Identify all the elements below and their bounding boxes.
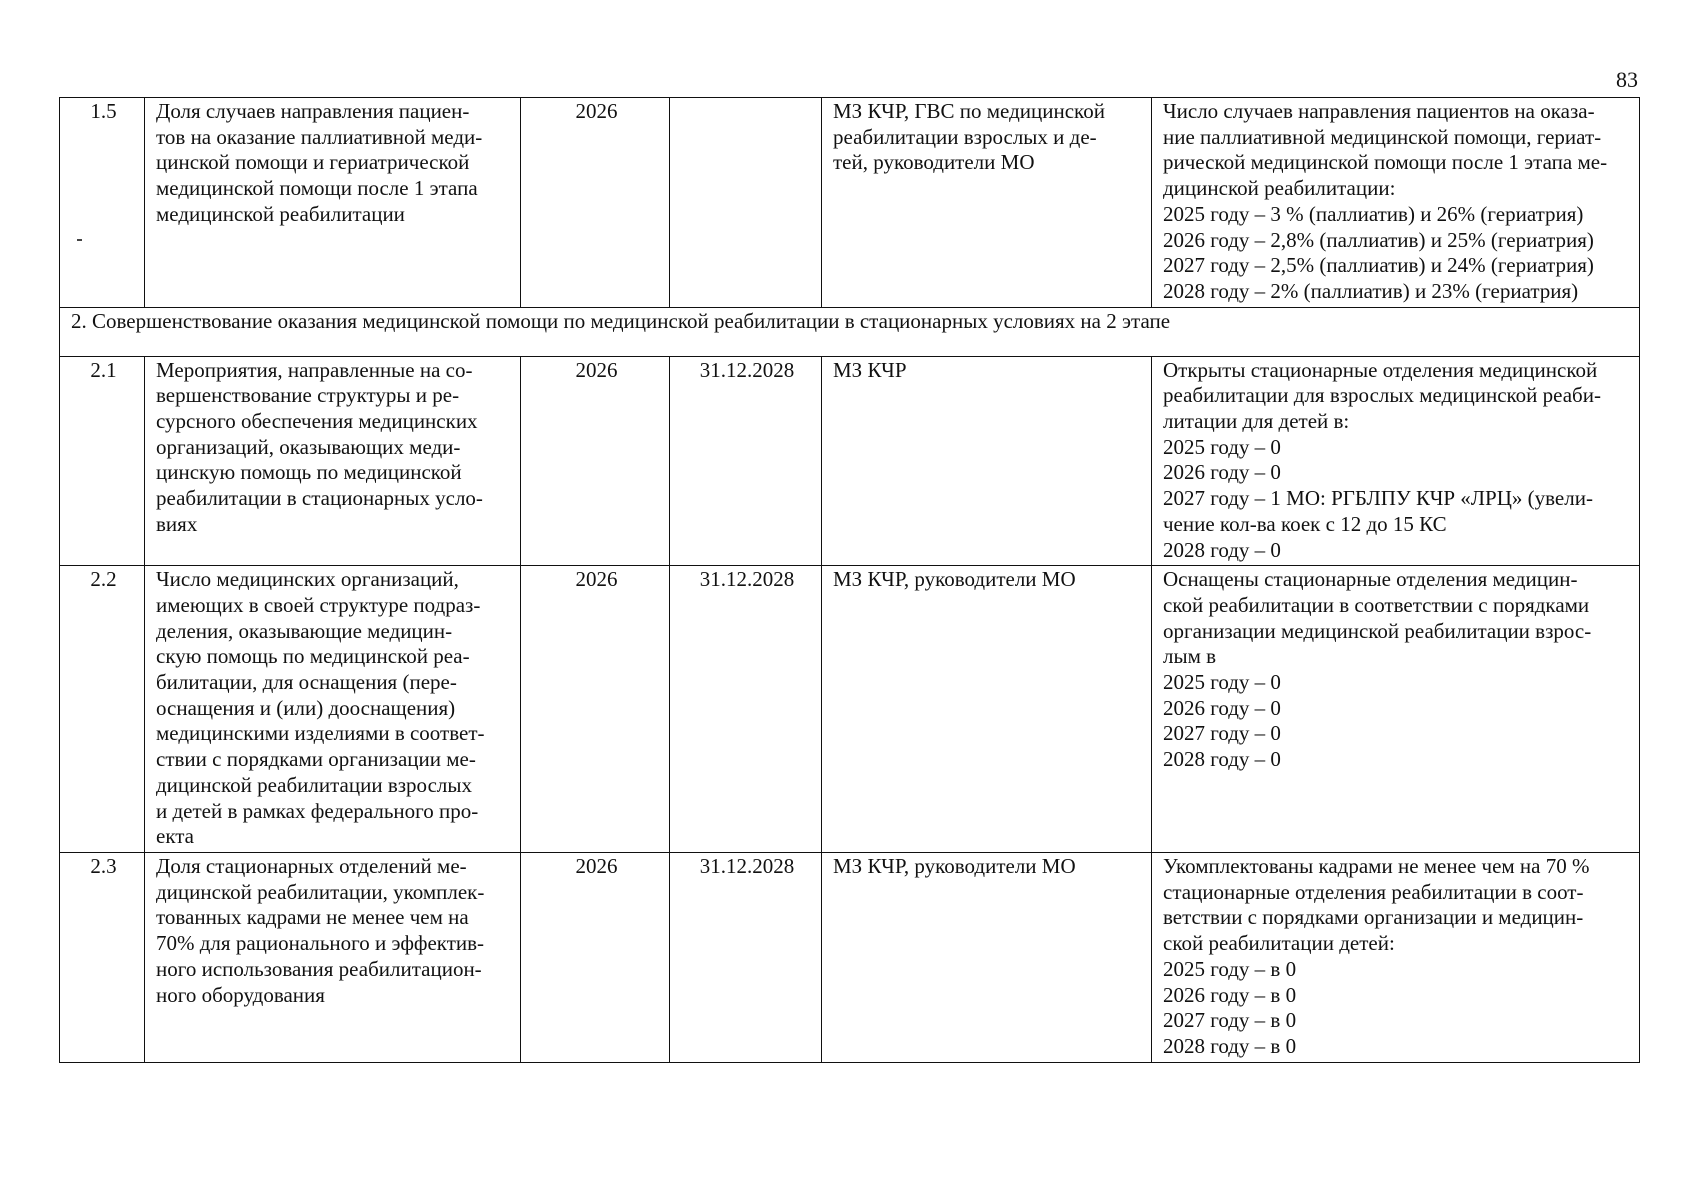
text-line: МЗ КЧР, ГВС по медицинской xyxy=(833,99,1105,123)
text-line: 2026 году – в 0 xyxy=(1163,982,1297,1007)
measure-description xyxy=(145,566,521,853)
text-line: Число медицинских организаций, xyxy=(156,567,459,592)
text-line: тей, руководители МО xyxy=(833,150,1035,175)
text-line: имеющих в своей структуре подраз- xyxy=(156,592,481,617)
page-number: 83 xyxy=(1616,67,1638,92)
text-line: Мероприятия, направленные на со- xyxy=(156,357,473,382)
text-line: медицинскими изделиями в соответ- xyxy=(156,721,485,746)
measure-description xyxy=(145,852,521,1062)
text-line: ской реабилитации детей: xyxy=(1163,931,1395,956)
text-line: Доля стационарных отделений ме- xyxy=(156,853,467,878)
text-line: МЗ КЧР, руководители МО xyxy=(833,853,1076,878)
end-date xyxy=(670,98,822,308)
text-line: организаций, оказывающих меди- xyxy=(156,434,461,459)
text-line: ствии с порядками организации ме- xyxy=(156,747,476,772)
text-line: реабилитации для взрослых медицинской реаби- xyxy=(1163,383,1601,408)
text-line: 2028 году – 2% (паллиатив) и 23% (гериатрия) xyxy=(1163,278,1579,303)
text-line: лым в xyxy=(1163,644,1217,669)
text-line: реабилитации в стационарных усло- xyxy=(156,486,483,511)
plan-table xyxy=(59,97,1640,1063)
text-line: Укомплектованы кадрами не менее чем на 70 % xyxy=(1163,853,1590,878)
text-line: 2028 году – в 0 xyxy=(1163,1033,1297,1058)
text-line: дицинской реабилитации, укомплек- xyxy=(156,879,485,904)
table-row xyxy=(60,356,1640,566)
text-line: деления, оказывающие медицин- xyxy=(156,618,453,643)
text-line: 2027 году – 0 xyxy=(1163,721,1281,746)
table-row xyxy=(60,566,1640,853)
text-line: стационарные отделения реабилитации в соот- xyxy=(1163,879,1584,904)
text-line: 2027 году – 2,5% (паллиатив) и 24% (гериатрия) xyxy=(1163,253,1594,278)
text-line: реабилитации взрослых и де- xyxy=(833,124,1097,149)
text-line: дицинской реабилитации: xyxy=(1163,176,1396,201)
end-date: 31.12.2028 xyxy=(670,566,822,853)
row-number: 2.3 xyxy=(60,852,145,1062)
start-year: 2026 xyxy=(521,98,670,308)
start-year: 2026 xyxy=(521,356,670,566)
text-line: Открыты стационарные отделения медицинской xyxy=(1163,357,1598,382)
text-line: тов на оказание паллиативной меди- xyxy=(156,124,483,149)
text-line: 2025 году – 0 xyxy=(1163,434,1281,459)
text-line: 2027 году – в 0 xyxy=(1163,1008,1297,1033)
expected-result xyxy=(1152,852,1640,1062)
row-number: 2.2 xyxy=(60,566,145,853)
section-header-row xyxy=(60,307,1640,356)
text-line: скую помощь по медицинской реа- xyxy=(156,644,470,669)
expected-result xyxy=(1152,356,1640,566)
responsible xyxy=(822,852,1152,1062)
end-date: 31.12.2028 xyxy=(670,356,822,566)
text-line: 2028 году – 0 xyxy=(1163,537,1281,562)
text-line: организации медицинской реабилитации взрос- xyxy=(1163,618,1592,643)
text-line: 2026 году – 0 xyxy=(1163,460,1281,485)
text-line: рической медицинской помощи после 1 этапа ме- xyxy=(1163,150,1608,175)
text-line: оснащения и (или) дооснащения) xyxy=(156,695,456,720)
row-number: 1.5 xyxy=(60,98,145,308)
text-line: 70% для рационального и эффектив- xyxy=(156,931,485,956)
text-line: литации для детей в: xyxy=(1163,409,1350,434)
text-line: ветствии с порядками организации и медицин- xyxy=(1163,905,1584,930)
text-line: 2027 году – 1 МО: РГБЛПУ КЧР «ЛРЦ» (увели- xyxy=(1163,486,1593,511)
text-line: 2026 году – 0 xyxy=(1163,695,1281,720)
measure-description xyxy=(145,356,521,566)
text-line: 2028 году – 0 xyxy=(1163,747,1281,772)
table-row xyxy=(60,852,1640,1062)
start-year: 2026 xyxy=(521,852,670,1062)
text-line: билитации, для оснащения (пере- xyxy=(156,670,457,695)
text-line: ного использования реабилитацион- xyxy=(156,956,482,981)
text-line: вершенствование структуры и ре- xyxy=(156,383,460,408)
text-line: Оснащены стационарные отделения медицин- xyxy=(1163,567,1578,592)
text-line: виях xyxy=(156,511,198,536)
expected-result xyxy=(1152,566,1640,853)
end-date: 31.12.2028 xyxy=(670,852,822,1062)
text-line: ской реабилитации в соответствии с порядками xyxy=(1163,592,1590,617)
text-line: сурсного обеспечения медицинских xyxy=(156,409,478,434)
table-row xyxy=(60,98,1640,308)
text-line: цинской помощи и гериатрической xyxy=(156,150,470,175)
measure-description xyxy=(145,98,521,308)
text-line: дицинской реабилитации взрослых xyxy=(156,772,472,797)
responsible xyxy=(822,98,1152,308)
text-line: цинскую помощь по медицинской xyxy=(156,460,462,485)
text-line: и детей в рамках федерального про- xyxy=(156,798,479,823)
expected-result xyxy=(1152,98,1640,308)
text-line: 2025 году – в 0 xyxy=(1163,956,1297,981)
text-line: Доля случаев направления пациен- xyxy=(156,99,470,123)
text-line: ного оборудования xyxy=(156,982,325,1007)
text-line: медицинской реабилитации xyxy=(156,201,405,226)
responsible xyxy=(822,356,1152,566)
responsible xyxy=(822,566,1152,853)
text-line: 2025 году – 3 % (паллиатив) и 26% (гериатрия) xyxy=(1163,201,1584,226)
text-line: 2026 году – 2,8% (паллиатив) и 25% (гериатрия) xyxy=(1163,227,1594,252)
row-number: 2.1 xyxy=(60,356,145,566)
text-line: екта xyxy=(156,824,195,849)
text-line: Число случаев направления пациентов на оказа- xyxy=(1163,99,1595,123)
text-line: медицинской помощи после 1 этапа xyxy=(156,176,478,201)
start-year: 2026 xyxy=(521,566,670,853)
text-line: ние паллиативной медицинской помощи, гериат- xyxy=(1163,124,1602,149)
text-line: МЗ КЧР, руководители МО xyxy=(833,567,1076,592)
text-line: чение кол-ва коек с 12 до 15 КС xyxy=(1163,511,1447,536)
text-line: МЗ КЧР xyxy=(833,357,907,382)
section-title: 2. Совершенствование оказания медицинской помощи по медицинской реабилитации в стационарных условиях на 2 этапе xyxy=(60,307,1640,356)
text-line: тованных кадрами не менее чем на xyxy=(156,905,469,930)
text-line: 2025 году – 0 xyxy=(1163,670,1281,695)
